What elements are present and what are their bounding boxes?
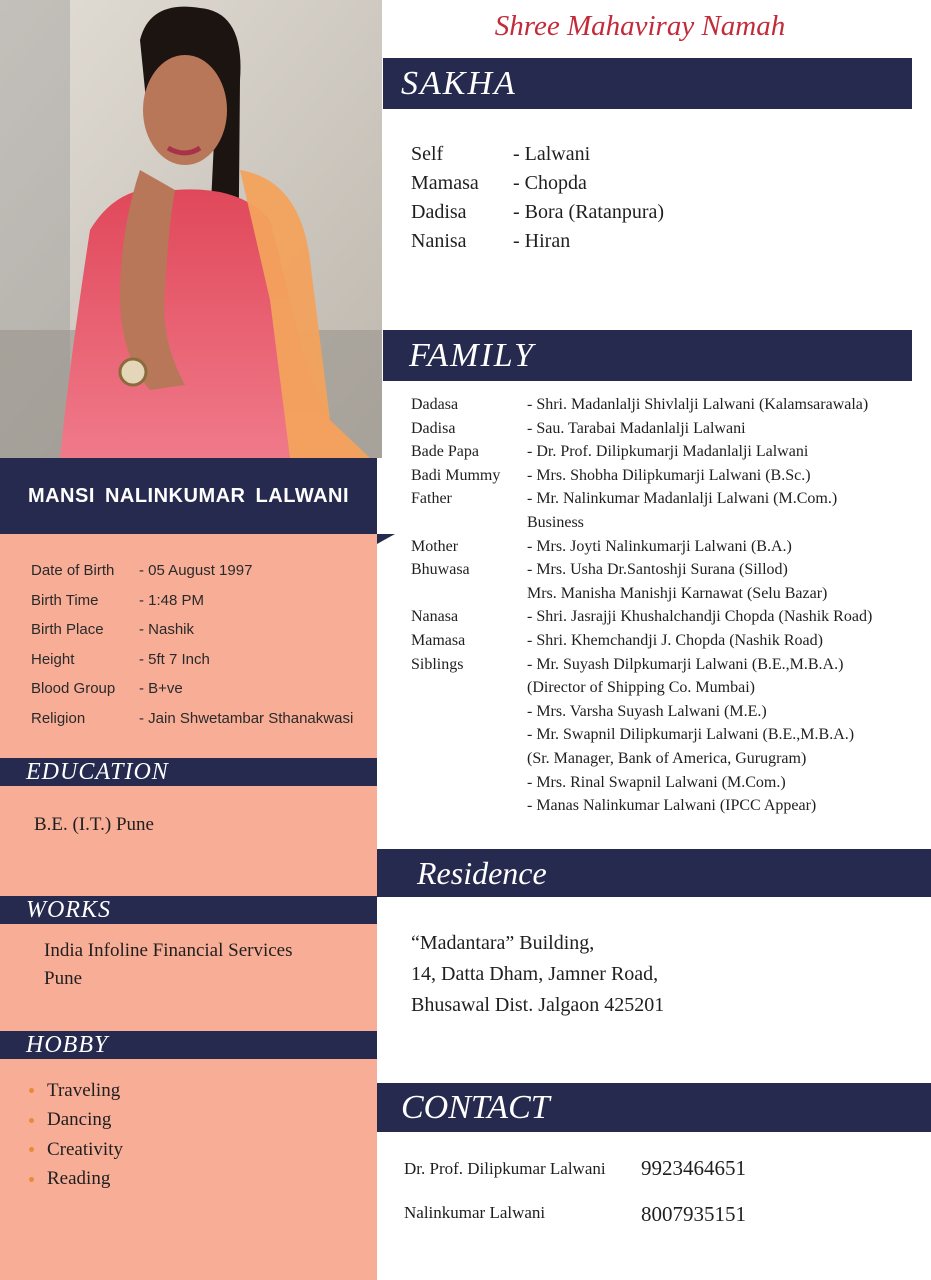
bullet-icon: [29, 1147, 34, 1152]
list-item: Traveling: [29, 1076, 123, 1106]
contact-name: Nalinkumar Lalwani: [404, 1203, 546, 1222]
person-name: MANSI NALINKUMAR LALWANI: [27, 484, 350, 507]
address-line: 14, Datta Dham, Jamner Road,: [411, 963, 659, 985]
residence-heading: Residence: [377, 849, 931, 897]
contact-name: Dr. Prof. Dilipkumar Lalwani: [404, 1159, 606, 1178]
education-text: B.E. (I.T.) Pune: [34, 814, 154, 835]
contact-heading: CONTACT: [377, 1083, 931, 1132]
sakha-heading: SAKHA: [383, 58, 912, 109]
bullet-icon: [29, 1088, 34, 1093]
hobby-list: [29, 1076, 123, 1194]
address-line: Bhusawal Dist. Jalgaon 425201: [411, 994, 665, 1016]
family-heading: FAMILY: [383, 330, 912, 381]
list-item: Dancing: [29, 1106, 123, 1136]
works-line: India Infoline Financial Services: [44, 940, 293, 961]
bullet-icon: [29, 1118, 34, 1123]
works-heading: WORKS: [0, 896, 377, 924]
list-item: Reading: [29, 1165, 123, 1195]
page-title: Shree Mahaviray Namah: [494, 10, 786, 42]
banner-fold: [377, 534, 395, 544]
hobby-heading: HOBBY: [0, 1031, 377, 1059]
profile-photo: [0, 0, 382, 458]
bullet-icon: [29, 1177, 34, 1182]
list-item: Creativity: [29, 1135, 123, 1165]
works-line: Pune: [44, 968, 82, 989]
name-banner: [0, 458, 377, 534]
contact-phone[interactable]: 8007935151: [641, 1202, 746, 1226]
education-heading: EDUCATION: [0, 758, 377, 786]
residence-address: [411, 932, 664, 1025]
contact-phone[interactable]: 9923464651: [641, 1156, 746, 1180]
address-line: “Madantara” Building,: [411, 932, 595, 954]
